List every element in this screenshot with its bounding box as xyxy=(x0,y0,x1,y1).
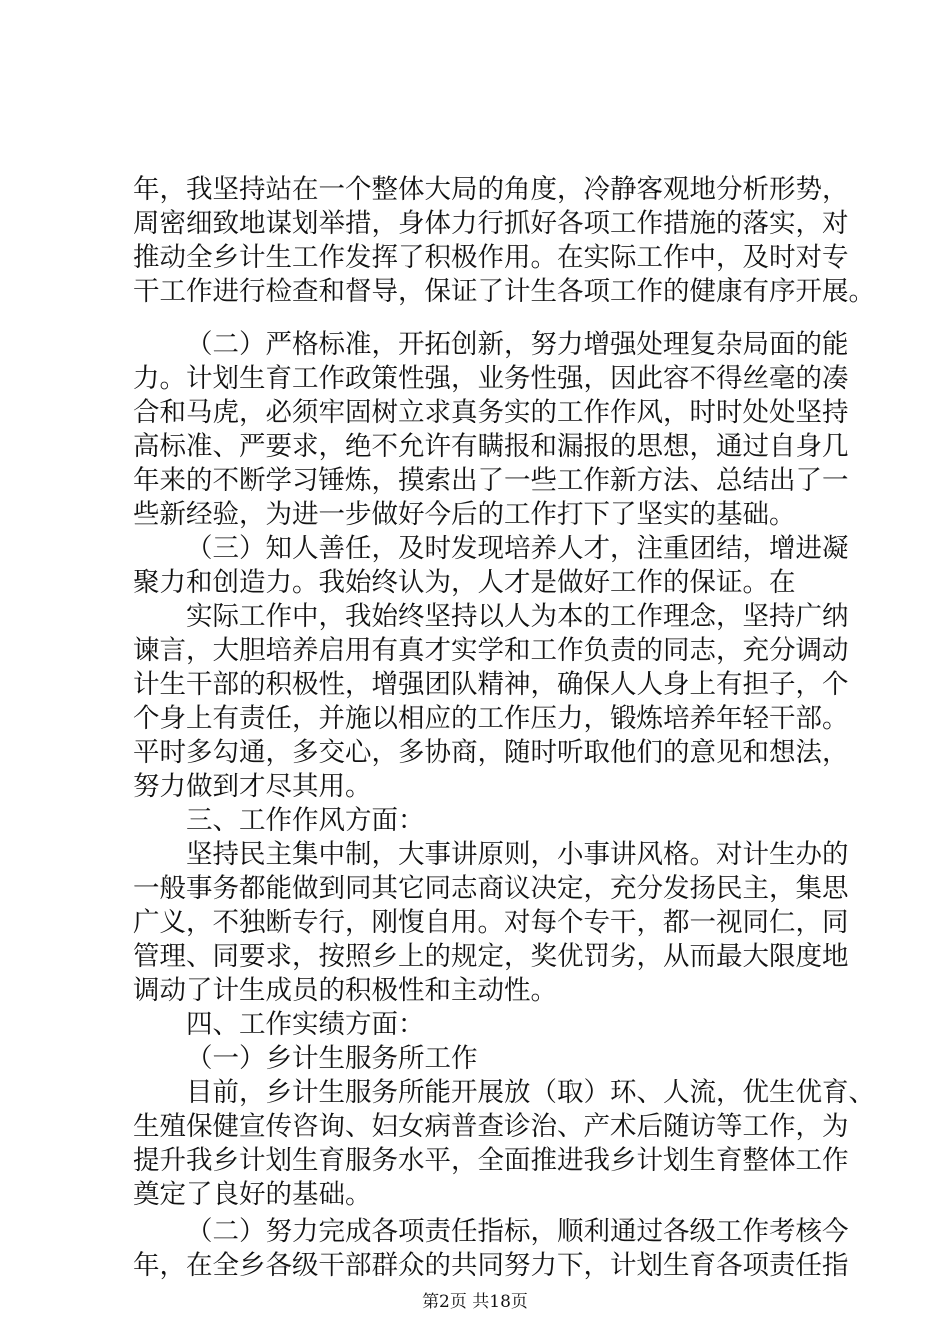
text-line: 年来的不断学习锤炼，摸索出了一些工作新方法、总结出了一 xyxy=(133,465,849,496)
text-line: 周密细致地谋划举措，身体力行抓好各项工作措施的落实，对 xyxy=(133,208,849,239)
text-line: 坚持民主集中制，大事讲原则，小事讲风格。对计生办的 xyxy=(186,839,849,870)
text-line: 个身上有责任，并施以相应的工作压力，锻炼培养年轻干部。 xyxy=(133,703,849,734)
section-heading: 三、工作作风方面： xyxy=(186,805,425,836)
text-line: 调动了计生成员的积极性和主动性。 xyxy=(133,975,557,1006)
text-line: 合和马虎，必须牢固树立求真务实的工作作风，时时处处坚持 xyxy=(133,397,849,428)
page-number-footer: 第2页 共18页 xyxy=(422,1292,528,1312)
text-line: 高标准、严要求，绝不允许有瞒报和漏报的思想，通过自身几 xyxy=(133,431,849,462)
text-line: 年，我坚持站在一个整体大局的角度，冷静客观地分析形势， xyxy=(133,174,849,205)
text-line: （二）严格标准，开拓创新，努力增强处理复杂局面的能 xyxy=(186,329,849,360)
text-line: （三）知人善任，及时发现培养人才，注重团结，增进凝 xyxy=(186,533,849,564)
text-line: 力。计划生育工作政策性强，业务性强，因此容不得丝毫的凑 xyxy=(133,363,849,394)
text-line: 生殖保健宣传咨询、妇女病普查诊治、产术后随访等工作，为 xyxy=(133,1111,849,1142)
text-line: 些新经验，为进一步做好今后的工作打下了坚实的基础。 xyxy=(133,499,796,530)
text-line: 一般事务都能做到同其它同志商议决定，充分发扬民主，集思 xyxy=(133,873,849,904)
text-line: 实际工作中，我始终坚持以人为本的工作理念，坚持广纳 xyxy=(186,601,849,632)
text-line: 年，在全乡各级干部群众的共同努力下，计划生育各项责任指 xyxy=(133,1250,849,1281)
text-line: 谏言，大胆培养启用有真才实学和工作负责的同志，充分调动 xyxy=(133,635,849,666)
subsection-heading: （一）乡计生服务所工作 xyxy=(186,1043,478,1074)
text-line: 平时多勾通，多交心，多协商，随时听取他们的意见和想法， xyxy=(133,737,849,768)
text-line: 奠定了良好的基础。 xyxy=(133,1179,372,1210)
text-line: 努力做到才尽其用。 xyxy=(133,771,372,802)
section-heading: 四、工作实绩方面： xyxy=(186,1009,425,1040)
text-line: 推动全乡计生工作发挥了积极作用。在实际工作中，及时对专 xyxy=(133,242,849,273)
text-line: 广义，不独断专行，刚愎自用。对每个专干，都一视同仁，同 xyxy=(133,907,849,938)
text-line: 干工作进行检查和督导，保证了计生各项工作的健康有序开展。 xyxy=(133,276,875,307)
text-line: 计生干部的积极性，增强团队精神，确保人人身上有担子，个 xyxy=(133,669,849,700)
text-line: 目前，乡计生服务所能开展放（取）环、人流，优生优育、 xyxy=(186,1077,875,1108)
text-line: （二）努力完成各项责任指标，顺利通过各级工作考核今 xyxy=(186,1216,849,1247)
text-line: 聚力和创造力。我始终认为，人才是做好工作的保证。在 xyxy=(133,567,796,598)
text-line: 提升我乡计划生育服务水平，全面推进我乡计划生育整体工作 xyxy=(133,1145,849,1176)
text-line: 管理、同要求，按照乡上的规定，奖优罚劣，从而最大限度地 xyxy=(133,941,849,972)
